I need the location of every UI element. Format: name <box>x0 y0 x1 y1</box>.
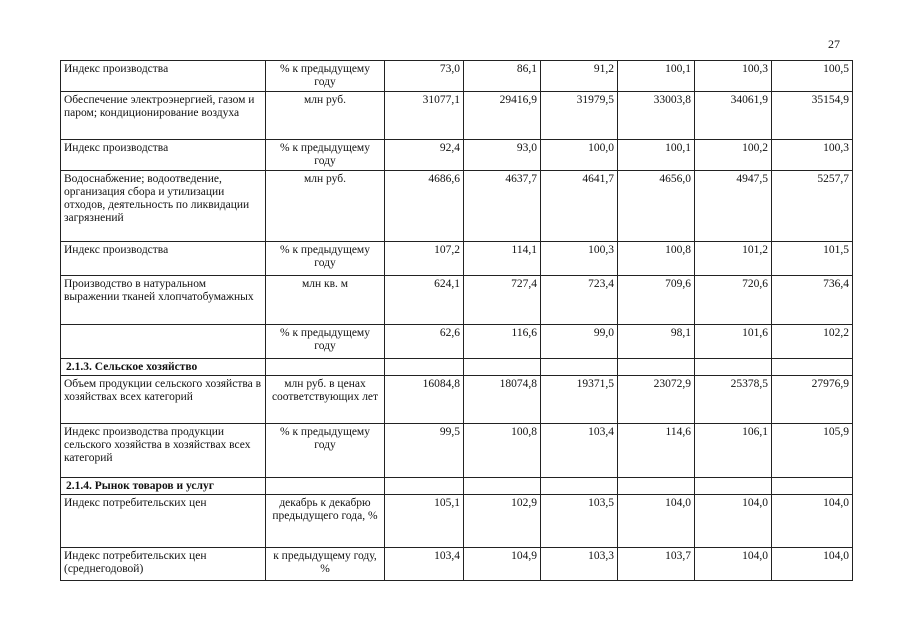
value-cell: 101,2 <box>695 242 772 276</box>
unit-cell: к предыдущему году, % <box>266 548 385 581</box>
value-cell: 100,3 <box>772 140 853 171</box>
unit-cell: % к предыдущему году <box>266 242 385 276</box>
value-cell: 23072,9 <box>618 376 695 424</box>
value-cell: 4686,6 <box>385 171 464 242</box>
empty-cell <box>385 359 464 376</box>
indicator-name-cell: Индекс потребительских цен (среднегодовой) <box>61 548 266 581</box>
value-cell: 103,7 <box>618 548 695 581</box>
value-cell: 102,9 <box>464 495 541 548</box>
value-cell: 103,3 <box>541 548 618 581</box>
value-cell: 100,5 <box>772 61 853 92</box>
value-cell: 16084,8 <box>385 376 464 424</box>
empty-cell <box>266 359 385 376</box>
indicator-name-cell: Индекс производства продукции сельского хозяйства в хозяйствах всех категорий <box>61 424 266 478</box>
empty-cell <box>464 478 541 495</box>
value-cell: 4947,5 <box>695 171 772 242</box>
value-cell: 100,0 <box>541 140 618 171</box>
value-cell: 114,1 <box>464 242 541 276</box>
table-row <box>61 376 853 424</box>
value-cell: 101,5 <box>772 242 853 276</box>
value-cell: 100,3 <box>541 242 618 276</box>
value-cell: 25378,5 <box>695 376 772 424</box>
indicator-name-cell: Индекс производства <box>61 140 266 171</box>
table-row <box>61 548 853 581</box>
section-header-row <box>61 359 853 376</box>
table-row <box>61 325 853 359</box>
value-cell: 102,2 <box>772 325 853 359</box>
empty-cell <box>541 359 618 376</box>
value-cell: 104,9 <box>464 548 541 581</box>
value-cell: 4641,7 <box>541 171 618 242</box>
value-cell: 100,1 <box>618 140 695 171</box>
indicator-name-cell: Обеспечение электроэнергией, газом и паром; кондиционирование воздуха <box>61 92 266 140</box>
table-row <box>61 276 853 325</box>
section-title: 2.1.4. Рынок товаров и услуг <box>61 478 266 495</box>
value-cell: 73,0 <box>385 61 464 92</box>
value-cell: 19371,5 <box>541 376 618 424</box>
value-cell: 103,5 <box>541 495 618 548</box>
empty-cell <box>541 478 618 495</box>
value-cell: 727,4 <box>464 276 541 325</box>
value-cell: 92,4 <box>385 140 464 171</box>
value-cell: 98,1 <box>618 325 695 359</box>
empty-cell <box>266 478 385 495</box>
value-cell: 34061,9 <box>695 92 772 140</box>
page-number: 27 <box>828 37 840 51</box>
indicator-name-cell: Индекс производства <box>61 61 266 92</box>
value-cell: 100,1 <box>618 61 695 92</box>
value-cell: 100,2 <box>695 140 772 171</box>
table-row <box>61 171 853 242</box>
empty-cell <box>695 359 772 376</box>
table-row <box>61 242 853 276</box>
empty-cell <box>695 478 772 495</box>
value-cell: 709,6 <box>618 276 695 325</box>
value-cell: 62,6 <box>385 325 464 359</box>
table-body <box>61 61 853 581</box>
table-row <box>61 495 853 548</box>
unit-cell: млн кв. м <box>266 276 385 325</box>
value-cell: 104,0 <box>772 495 853 548</box>
unit-cell: % к предыдущему году <box>266 140 385 171</box>
empty-cell <box>618 359 695 376</box>
value-cell: 723,4 <box>541 276 618 325</box>
value-cell: 100,8 <box>464 424 541 478</box>
value-cell: 720,6 <box>695 276 772 325</box>
value-cell: 31077,1 <box>385 92 464 140</box>
value-cell: 116,6 <box>464 325 541 359</box>
value-cell: 99,5 <box>385 424 464 478</box>
empty-cell <box>618 478 695 495</box>
indicator-name-cell: Индекс потребительских цен <box>61 495 266 548</box>
value-cell: 4656,0 <box>618 171 695 242</box>
empty-cell <box>772 478 853 495</box>
table-row <box>61 140 853 171</box>
value-cell: 103,4 <box>541 424 618 478</box>
value-cell: 35154,9 <box>772 92 853 140</box>
value-cell: 105,1 <box>385 495 464 548</box>
value-cell: 104,0 <box>772 548 853 581</box>
value-cell: 91,2 <box>541 61 618 92</box>
value-cell: 99,0 <box>541 325 618 359</box>
section-header-row <box>61 478 853 495</box>
section-title: 2.1.3. Сельское хозяйство <box>61 359 266 376</box>
value-cell: 5257,7 <box>772 171 853 242</box>
table-row <box>61 424 853 478</box>
value-cell: 100,3 <box>695 61 772 92</box>
unit-cell: % к предыдущему году <box>266 424 385 478</box>
unit-cell: млн руб. <box>266 171 385 242</box>
table-row <box>61 92 853 140</box>
unit-cell: % к предыдущему году <box>266 325 385 359</box>
value-cell: 736,4 <box>772 276 853 325</box>
value-cell: 33003,8 <box>618 92 695 140</box>
value-cell: 104,0 <box>695 495 772 548</box>
indicator-name-cell <box>61 325 266 359</box>
empty-cell <box>385 478 464 495</box>
unit-cell: млн руб. <box>266 92 385 140</box>
value-cell: 86,1 <box>464 61 541 92</box>
value-cell: 18074,8 <box>464 376 541 424</box>
value-cell: 103,4 <box>385 548 464 581</box>
unit-cell: декабрь к декабрю предыдущего года, % <box>266 495 385 548</box>
table-row <box>61 61 853 92</box>
value-cell: 106,1 <box>695 424 772 478</box>
empty-cell <box>464 359 541 376</box>
unit-cell: млн руб. в ценах соответствующих лет <box>266 376 385 424</box>
statistics-table <box>60 60 853 581</box>
empty-cell <box>772 359 853 376</box>
value-cell: 104,0 <box>695 548 772 581</box>
value-cell: 114,6 <box>618 424 695 478</box>
value-cell: 100,8 <box>618 242 695 276</box>
value-cell: 93,0 <box>464 140 541 171</box>
value-cell: 29416,9 <box>464 92 541 140</box>
indicator-name-cell: Водоснабжение; водоотведение, организация сбора и утилизации отходов, деятельность по ликвидации загрязнений <box>61 171 266 242</box>
value-cell: 624,1 <box>385 276 464 325</box>
indicator-name-cell: Объем продукции сельского хозяйства в хозяйствах всех категорий <box>61 376 266 424</box>
value-cell: 107,2 <box>385 242 464 276</box>
value-cell: 105,9 <box>772 424 853 478</box>
value-cell: 101,6 <box>695 325 772 359</box>
indicator-name-cell: Производство в натуральном выражении тканей хлопчатобумажных <box>61 276 266 325</box>
value-cell: 4637,7 <box>464 171 541 242</box>
value-cell: 31979,5 <box>541 92 618 140</box>
indicator-name-cell: Индекс производства <box>61 242 266 276</box>
value-cell: 104,0 <box>618 495 695 548</box>
unit-cell: % к предыдущему году <box>266 61 385 92</box>
value-cell: 27976,9 <box>772 376 853 424</box>
